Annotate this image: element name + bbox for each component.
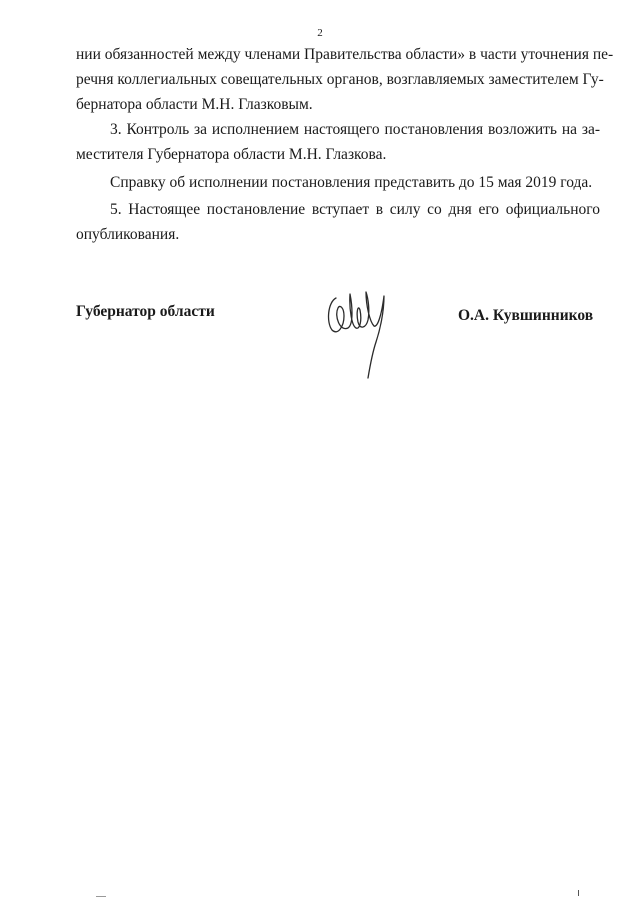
signatory-position-title: Губернатор области	[76, 303, 215, 320]
signatory-name: О.А. Кувшинников	[458, 307, 594, 324]
scan-artifact	[96, 896, 106, 897]
paragraph-line: 3. Контроль за исполнением настоящего постановления возложить на за-	[110, 121, 600, 138]
paragraph-line: 5. Настоящее постановление вступает в силу со дня его официального	[110, 201, 600, 218]
page-number: 2	[317, 27, 323, 39]
paragraph-line: опубликования.	[76, 226, 180, 243]
paragraph-line: речня коллегиальных совещательных органов, возглавляемых заместителем Гу-	[76, 71, 604, 88]
paragraph-line: Справку об исполнении постановления представить до 15 мая 2019 года.	[110, 174, 593, 191]
paragraph-line: бернатора области М.Н. Глазковым.	[76, 96, 313, 113]
handwritten-signature	[322, 282, 394, 382]
paragraph-line: нии обязанностей между членами Правительства области» в части уточнения пе-	[76, 46, 614, 63]
scan-artifact	[578, 890, 579, 896]
paragraph-line: местителя Губернатора области М.Н. Глазкова.	[76, 146, 387, 163]
